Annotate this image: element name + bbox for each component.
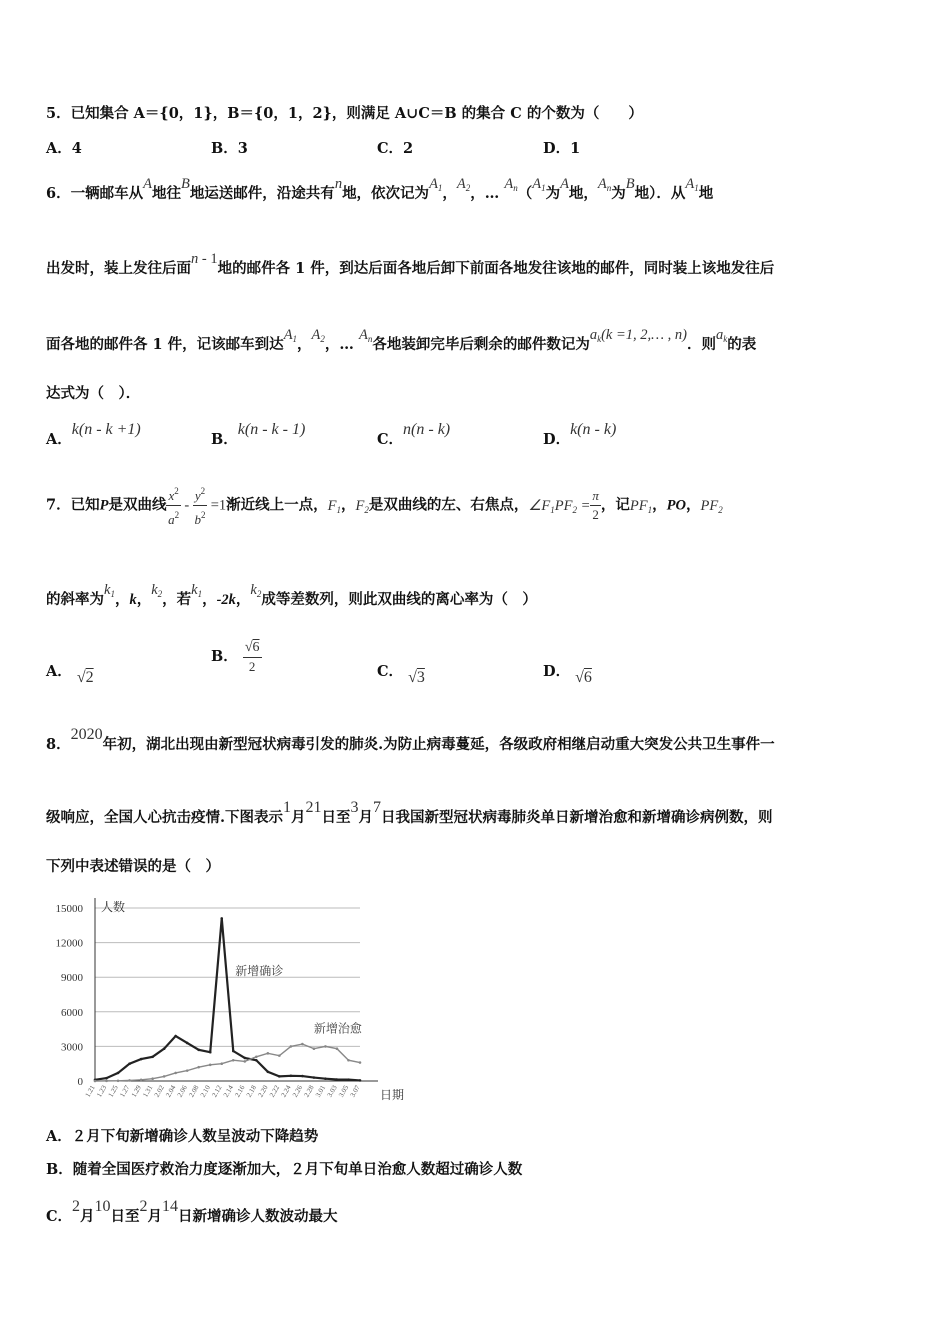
data-point [313, 1047, 316, 1050]
x-tick-label: 1.25 [106, 1084, 120, 1099]
x-tick-label: 2.10 [198, 1084, 212, 1099]
q8-line-2: 级响应，全国人心抗击疫情.下图表示1月21日至3月7日我国新型冠状病毒肺炎单日新增治愈和新增确诊病例数，则 [46, 799, 773, 826]
data-point [151, 1055, 154, 1058]
q6-option-a: A．k(n - k +1) [46, 421, 141, 448]
data-point [278, 1054, 281, 1057]
q6-line-2: 出发时，装上发往后面n - 1地的邮件各 1 件，到达后面各地后卸下前面各地发往该地的邮件，同时装上该地发往后 [46, 251, 775, 277]
series-label-new-confirmed: 新增确诊 [235, 963, 284, 978]
data-point [255, 1055, 258, 1058]
data-point [324, 1077, 327, 1080]
q7-line-2: 的斜率为$k_1$，k，$k_2$，若$k_1$，-2k，$k_2$成等差数列，则此双曲线的离心率为（ ） [46, 582, 537, 608]
q7-option-a: A． √2 [46, 663, 94, 686]
data-point [128, 1079, 131, 1082]
q6-line-3: 面各地的邮件各 1 件，记该邮车到达$A_1$，$A_2$，… $A_n$各地装卸完毕后剩余的邮件数记为$a_k(k =1$, 2,… , n)．则$a_k$的表 [46, 327, 757, 353]
x-tick-label: 2.08 [187, 1084, 201, 1099]
data-point [197, 1049, 200, 1052]
data-point [186, 1042, 189, 1045]
data-point [301, 1043, 304, 1046]
x-tick-label: 2.28 [302, 1084, 316, 1099]
y-tick-label: 6000 [61, 1006, 83, 1019]
x-tick-label: 1.23 [95, 1084, 109, 1099]
x-tick-label: 2.20 [256, 1084, 270, 1099]
q6-option-d: D．k(n - k) [543, 421, 617, 448]
series-label-new-cured: 新增治愈 [313, 1021, 362, 1036]
x2-over-a2: $\frac{x^2}{a^2}$ [166, 482, 180, 529]
x-tick-label: 2.14 [221, 1084, 235, 1099]
q7-option-b: B． $\frac{√6}{2}$ [211, 640, 260, 674]
x-tick-label: 1.21 [83, 1084, 97, 1099]
x-tick-label: 2.16 [233, 1084, 247, 1099]
x-tick-label: 3.01 [314, 1084, 328, 1099]
data-point [209, 1051, 212, 1054]
q6-option-c: C．n(n - k) [377, 421, 451, 448]
x-tick-label: 2.24 [279, 1084, 293, 1099]
data-point [290, 1075, 293, 1078]
q5-option-b: B．3 [211, 140, 248, 157]
data-point [186, 1069, 189, 1072]
y-tick-label: 15000 [55, 903, 83, 915]
x-axis-label: 日期 [380, 1088, 405, 1102]
y-tick-label: 0 [77, 1076, 83, 1088]
data-point [209, 1064, 212, 1067]
x-tick-label: 1.27 [118, 1084, 132, 1099]
q6-line-1: 6．一辆邮车从A地往B地运送邮件，沿途共有n地，依次记为$A_1$，$A_2$，… $A_n(A_1$为A地，$A_n$为B地）．从$A_1$地 [46, 176, 714, 202]
data-point [313, 1076, 316, 1079]
y-tick-label: 3000 [61, 1041, 83, 1054]
x-tick-label: 1.29 [129, 1084, 143, 1099]
data-point [290, 1045, 293, 1048]
data-point [359, 1079, 362, 1082]
x-tick-label: 2.26 [291, 1084, 305, 1099]
data-point [267, 1070, 270, 1073]
x-tick-label: 2.04 [164, 1084, 178, 1099]
x-tick-label: 1.31 [141, 1084, 155, 1099]
data-point [117, 1079, 120, 1082]
data-point [278, 1075, 281, 1078]
data-point [267, 1052, 270, 1055]
data-point [243, 1060, 246, 1063]
data-point [347, 1078, 350, 1081]
x-tick-label: 2.22 [268, 1084, 282, 1099]
data-point [140, 1058, 143, 1061]
data-point [163, 1075, 166, 1078]
data-point [232, 1050, 235, 1053]
data-point [105, 1080, 108, 1083]
q5-option-d: D．1 [543, 140, 581, 157]
q5-option-c: C．2 [377, 140, 414, 157]
y-tick-label: 9000 [61, 972, 83, 985]
x-tick-label: 2.12 [210, 1084, 224, 1099]
data-point [151, 1077, 154, 1080]
data-point [336, 1047, 339, 1050]
q6-option-b: B．k(n - k - 1) [211, 421, 306, 448]
q8-option-c: C．2月10日至2月14日新增确诊人数波动最大 [46, 1198, 338, 1225]
y-tick-label: 12000 [55, 937, 83, 950]
x-tick-label: 2.06 [175, 1084, 189, 1099]
data-point [232, 1059, 235, 1062]
y-axis-label: 人数 [101, 900, 126, 914]
x-tick-label: 3.05 [337, 1084, 351, 1099]
data-point [140, 1079, 143, 1082]
x-tick-label: 3.07 [348, 1084, 362, 1099]
q7-option-d: D． √6 [543, 663, 592, 686]
data-point [336, 1078, 339, 1081]
epidemic-line-chart [40, 893, 405, 1108]
data-point [105, 1077, 108, 1080]
data-point [359, 1061, 362, 1064]
q7-option-c: C． √3 [377, 663, 425, 686]
data-point [174, 1072, 177, 1075]
data-point [163, 1047, 166, 1050]
data-point [117, 1072, 120, 1075]
data-point [255, 1059, 258, 1062]
data-point [220, 1062, 223, 1065]
data-point [197, 1066, 200, 1069]
data-point [94, 1080, 97, 1083]
data-point [347, 1059, 350, 1062]
x-tick-label: 2.02 [152, 1084, 166, 1099]
data-point [128, 1062, 131, 1065]
q5-stem: 5．已知集合 A＝{0，1}，B＝{0，1，2}，则满足 A∪C＝B 的集合 C 的个数为（ ） [46, 105, 643, 122]
x-tick-label: 2.18 [244, 1084, 259, 1099]
y2-over-b2: $\frac{y^2}{b^2}$ [193, 482, 207, 529]
data-point [301, 1075, 304, 1078]
q8-line-1: 8．2020年初，湖北出现由新型冠状病毒引发的肺炎.为防止病毒蔓延，各级政府相继启动重大突发公共卫生事件一 [46, 726, 775, 753]
q6-line-4: 达式为（ ）． [46, 385, 141, 402]
q8-option-a: A．２月下旬新增确诊人数呈波动下降趋势 [46, 1128, 319, 1145]
data-point [324, 1045, 327, 1048]
data-point [243, 1057, 246, 1060]
q5-option-a: A．4 [46, 140, 82, 157]
data-point [220, 917, 223, 920]
q8-option-b: B．随着全国医疗救治力度逐渐加大，２月下旬单日治愈人数超过确诊人数 [46, 1161, 523, 1178]
data-point [174, 1035, 177, 1038]
x-tick-label: 3.03 [325, 1084, 339, 1099]
q8-line-3: 下列中表述错误的是（ ） [46, 858, 220, 875]
q7-line-1: 7．已知P是双曲线 $\frac{x^2}{a^2}$ - $\frac{y^2}{b^2}$ =1渐近线上一点，$F_1$，$F_2$是双曲线的左、右焦点，$\angle F_1PF_2$ = $\frac{\pi}{2}$ ，记$PF_1$，PO，$PF_2$ [46, 482, 723, 529]
